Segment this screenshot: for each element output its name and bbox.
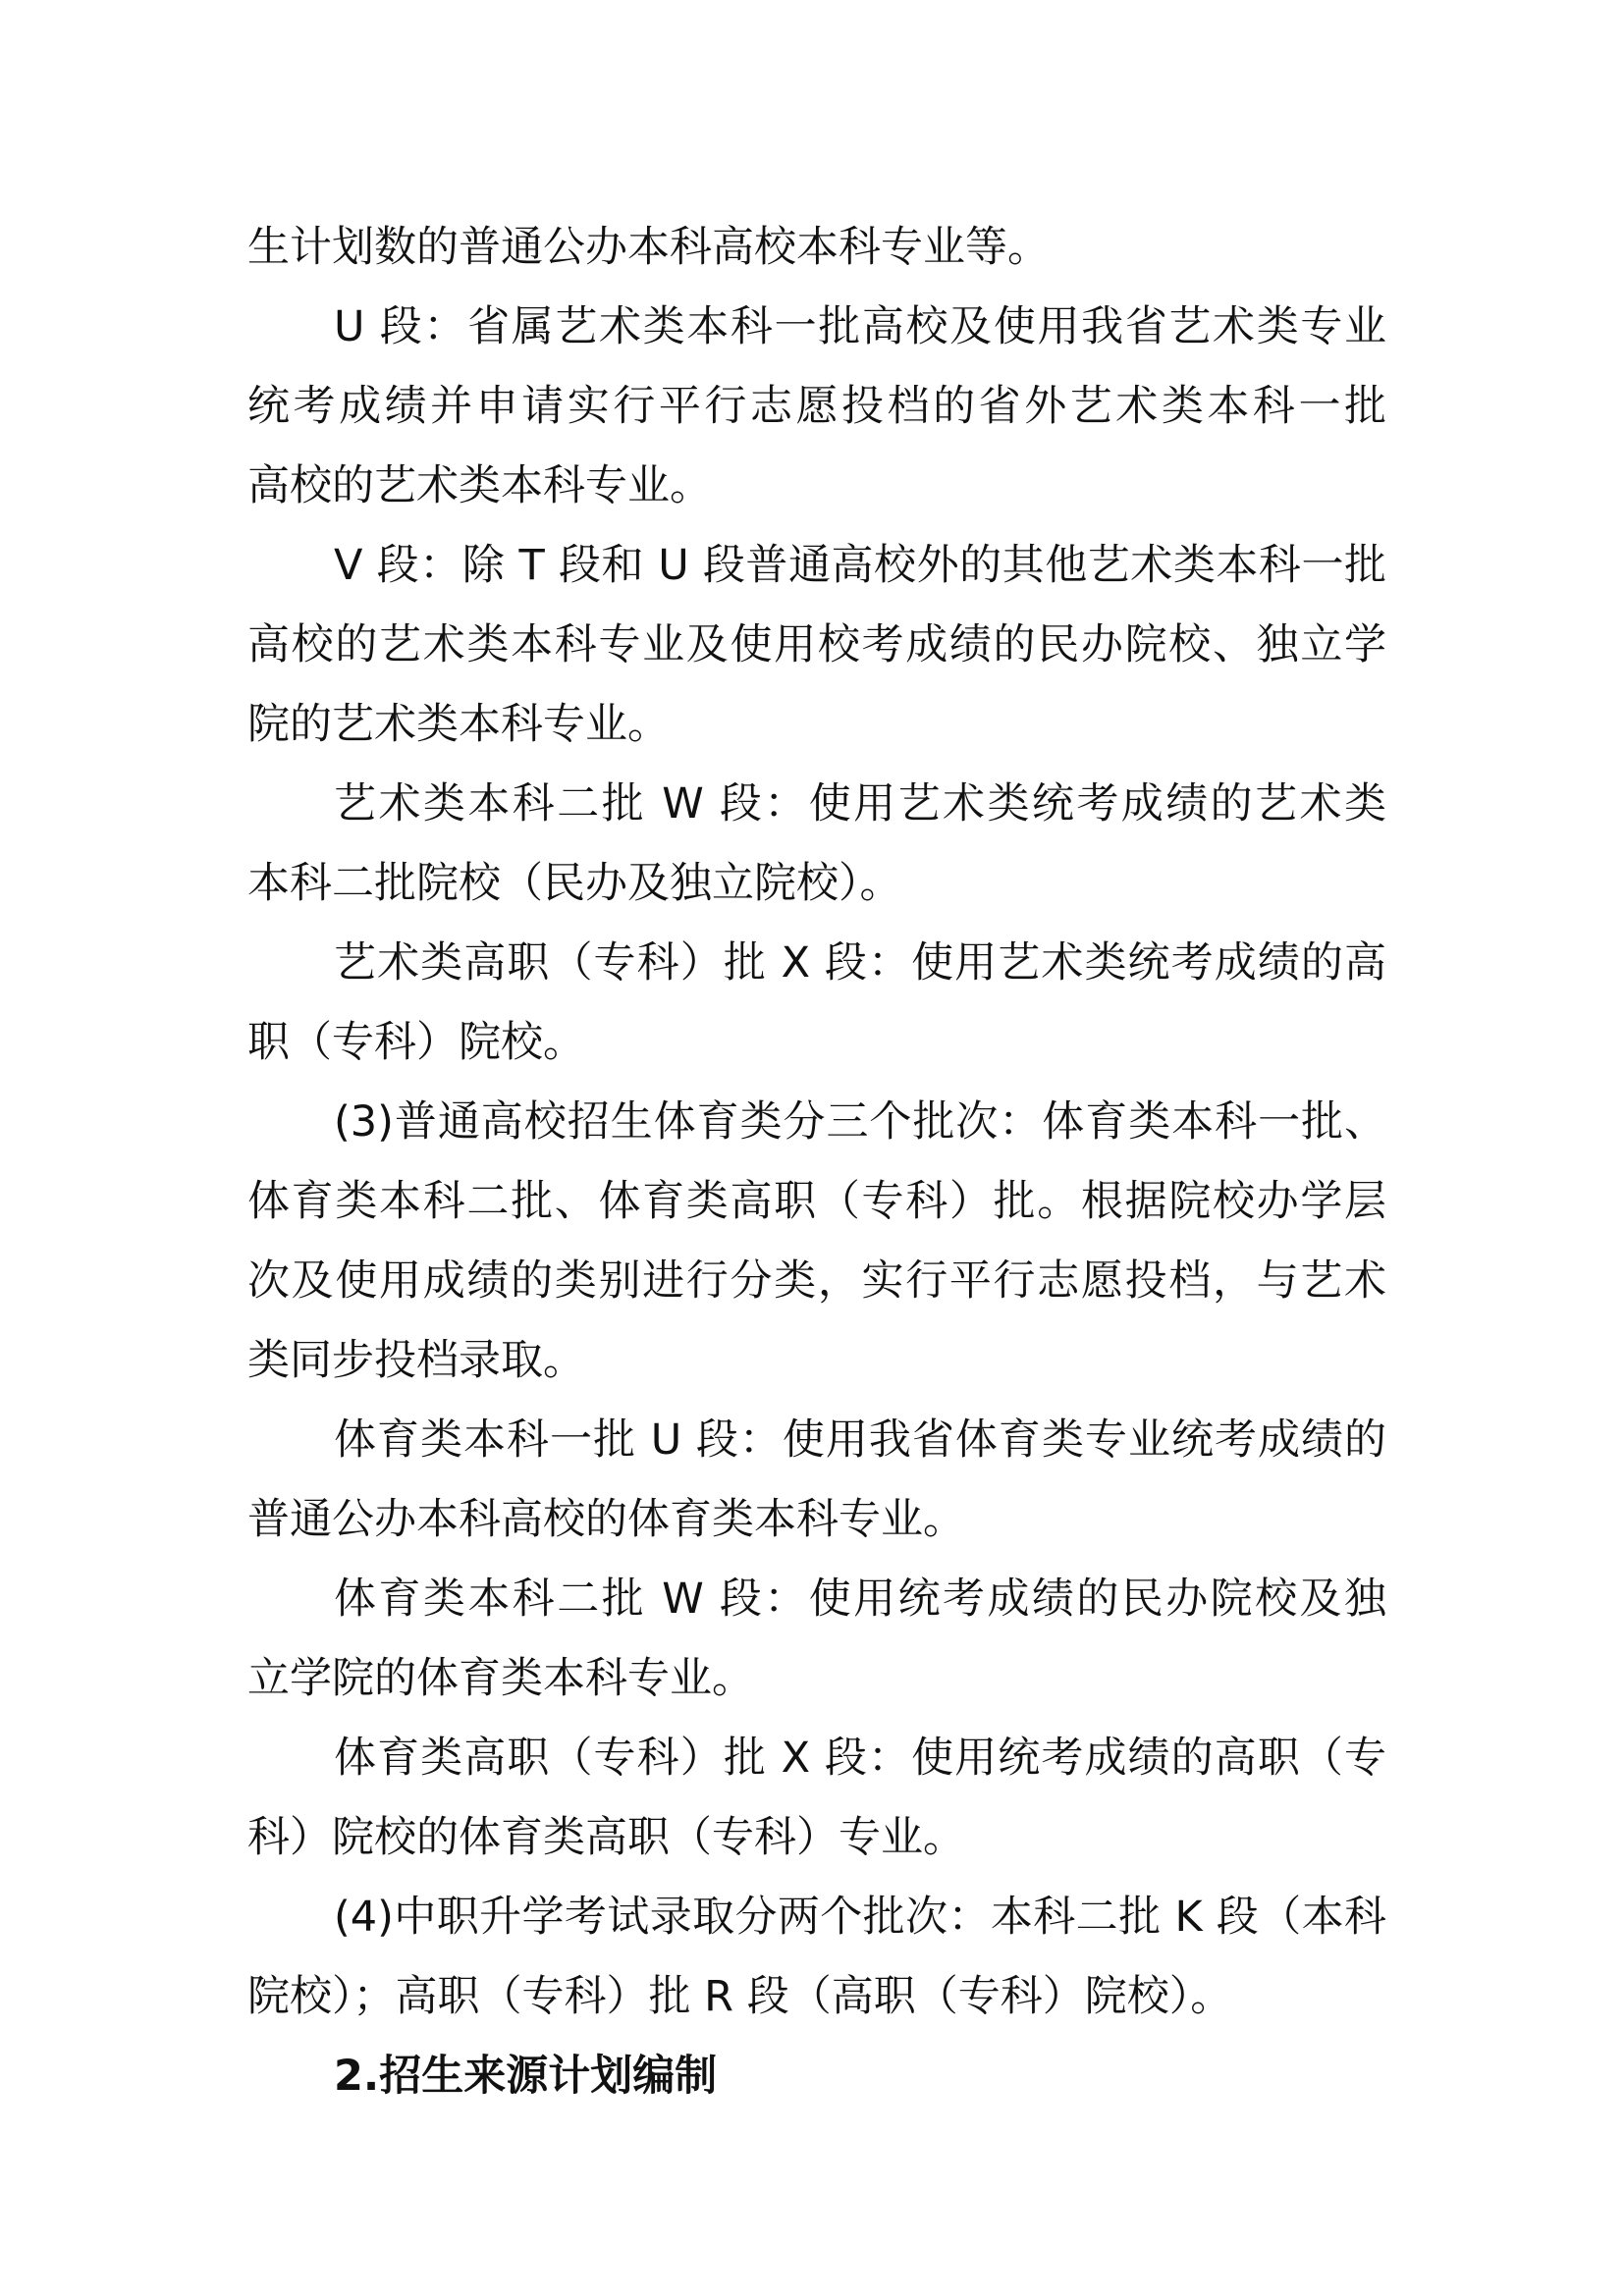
text-line: 科）院校的体育类高职（专科）专业。 <box>247 1813 965 1862</box>
text-line: 艺术类本科二批 W 段：使用艺术类统考成绩的艺术类 <box>334 779 1386 828</box>
text-line: (3)普通高校招生体育类分三个批次：体育类本科一批、 <box>334 1097 1386 1147</box>
text-line: 体育类本科一批 U 段：使用我省体育类专业统考成绩的 <box>334 1415 1386 1465</box>
text-line: V 段：除 T 段和 U 段普通高校外的其他艺术类本科一批 <box>334 541 1386 590</box>
text-line: 本科二批院校（民办及独立院校）。 <box>247 859 902 908</box>
text-line: 次及使用成绩的类别进行分类，实行平行志愿投档，与艺术 <box>247 1256 1386 1306</box>
text-line: 体育类本科二批、体育类高职（专科）批。根据院校办学层 <box>247 1177 1386 1226</box>
text-line: 高校的艺术类本科专业。 <box>247 461 712 510</box>
text-line: 体育类本科二批 W 段：使用统考成绩的民办院校及独 <box>334 1575 1386 1624</box>
text-line: 类同步投档录取。 <box>247 1336 585 1385</box>
text-line: 生计划数的普通公办本科高校本科专业等。 <box>247 223 1050 272</box>
text-line: 立学院的体育类本科专业。 <box>247 1654 754 1703</box>
text-line: (4)中职升学考试录取分两个批次：本科二批 K 段（本科 <box>334 1893 1386 1942</box>
text-line: 职（专科）院校。 <box>247 1018 585 1067</box>
section-heading: 2.招生来源计划编制 <box>334 2052 718 2101</box>
text-line: 艺术类高职（专科）批 X 段：使用艺术类统考成绩的高 <box>334 938 1386 988</box>
text-line: U 段：省属艺术类本科一批高校及使用我省艺术类专业 <box>334 302 1386 351</box>
text-line: 体育类高职（专科）批 X 段：使用统考成绩的高职（专 <box>334 1734 1386 1783</box>
text-line: 院校）；高职（专科）批 R 段（高职（专科）院校）。 <box>247 1972 1233 2021</box>
text-line: 院的艺术类本科专业。 <box>247 700 670 749</box>
text-line: 统考成绩并申请实行平行志愿投档的省外艺术类本科一批 <box>247 382 1386 431</box>
text-line: 普通公办本科高校的体育类本科专业。 <box>247 1495 965 1544</box>
text-line: 高校的艺术类本科专业及使用校考成绩的民办院校、独立学 <box>247 620 1386 669</box>
